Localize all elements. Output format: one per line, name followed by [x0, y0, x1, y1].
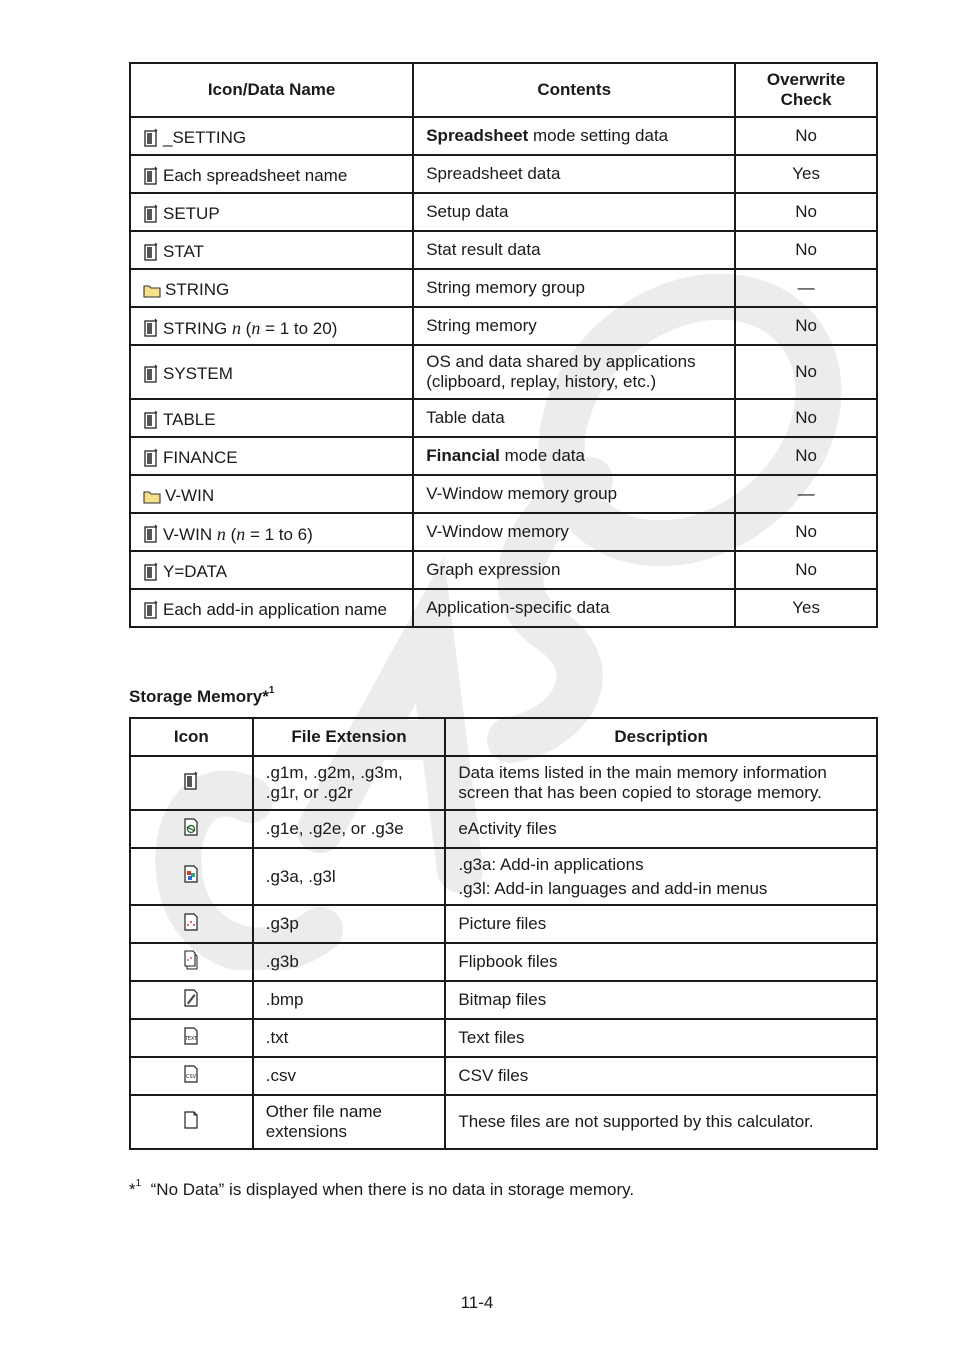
table-row — [130, 155, 877, 193]
overwrite-value: — — [735, 269, 877, 307]
data-name-label: Each add-in application name — [163, 600, 387, 619]
overwrite-value: No — [735, 399, 877, 437]
table-header-row — [130, 718, 877, 756]
storage-title-text: Storage Memory* — [129, 687, 269, 706]
description: Text files — [445, 1019, 877, 1057]
overwrite-value: No — [735, 307, 877, 345]
storage-memory-table — [129, 717, 878, 1150]
contents-label: String memory group — [413, 269, 735, 307]
overwrite-value: No — [735, 437, 877, 475]
flipbook-file-icon — [183, 950, 199, 970]
data-name-range: = 1 to 20) — [260, 318, 338, 338]
file-extension: .bmp — [253, 981, 446, 1019]
overwrite-value: No — [735, 345, 877, 399]
file-extension: .g3b — [253, 943, 446, 981]
overwrite-value: Yes — [735, 589, 877, 627]
contents-label: Spreadsheet data — [413, 155, 735, 193]
table-row — [130, 756, 877, 810]
csv-file-icon — [183, 1064, 199, 1084]
header-overwrite-check — [735, 63, 877, 117]
data-name-label: _SETTING — [163, 128, 247, 147]
contents-line2: (clipboard, replay, history, etc.) — [426, 372, 657, 391]
folder-icon — [143, 486, 161, 506]
data-name-label: Y=DATA — [163, 562, 228, 581]
addin-file-icon — [183, 864, 199, 884]
memory-data-icon — [143, 448, 159, 468]
memory-data-icon — [143, 600, 159, 620]
table-row — [130, 117, 877, 155]
file-extension: .g1e, .g2e, or .g3e — [253, 810, 446, 848]
memory-data-icon — [143, 364, 159, 384]
picture-file-icon — [183, 912, 199, 932]
table-row — [130, 231, 877, 269]
memory-data-icon — [143, 204, 159, 224]
description: These files are not supported by this calculator. — [445, 1095, 877, 1149]
data-name-label: V-WIN — [165, 486, 215, 505]
footnote — [129, 1180, 634, 1200]
table-row — [130, 848, 877, 905]
footnote-number: 1 — [135, 1178, 142, 1189]
table-row — [130, 905, 877, 943]
data-name-label: SETUP — [163, 204, 220, 223]
memory-data-icon — [143, 524, 159, 544]
csv-icon-label: CSV — [186, 1073, 197, 1080]
contents-label: mode data — [499, 446, 585, 465]
file-extension: .csv — [253, 1057, 446, 1095]
contents-label: Graph expression — [413, 551, 735, 589]
contents-label: Application-specific data — [413, 589, 735, 627]
header-file-extension: File Extension — [253, 718, 446, 756]
table-row — [130, 475, 877, 513]
overwrite-value: No — [735, 551, 877, 589]
file-extension: .txt — [253, 1019, 446, 1057]
header-description: Description — [445, 718, 877, 756]
table-row — [130, 193, 877, 231]
footnote-star: * — [129, 1180, 136, 1199]
data-name-label: V-WIN — [163, 524, 217, 544]
data-name-label: STRING — [163, 318, 232, 338]
ext-line2: extensions — [265, 1122, 347, 1141]
data-name-label: STAT — [163, 242, 204, 261]
data-name-paren: ( — [225, 524, 237, 544]
data-name-label: SYSTEM — [163, 364, 233, 383]
data-name-label: FINANCE — [163, 448, 238, 467]
data-name-paren: ( — [240, 318, 252, 338]
contents-label: V-Window memory — [413, 513, 735, 551]
table-row — [130, 399, 877, 437]
variable-n: n — [251, 317, 261, 338]
contents-line1: OS and data shared by applications — [426, 352, 696, 371]
table-row — [130, 1057, 877, 1095]
memory-data-icon — [143, 128, 159, 148]
contents-label: Setup data — [413, 193, 735, 231]
table-row — [130, 551, 877, 589]
file-extension: .g3p — [253, 905, 446, 943]
table-row — [130, 589, 877, 627]
variable-n: n — [231, 317, 241, 338]
folder-icon — [143, 280, 161, 300]
table-row — [130, 345, 877, 399]
variable-n: n — [216, 523, 226, 544]
ext-line1: Other file name — [265, 1102, 382, 1121]
description: eActivity files — [445, 810, 877, 848]
header-overwrite-line1: Overwrite — [766, 70, 846, 89]
contents-label: V-Window memory group — [413, 475, 735, 513]
header-icon: Icon — [130, 718, 253, 756]
description: Bitmap files — [445, 981, 877, 1019]
unsupported-file-icon — [183, 1110, 199, 1130]
table-row — [130, 437, 877, 475]
ext-line1: .g1m, .g2m, .g3m, — [265, 763, 403, 782]
data-name-label: TABLE — [163, 410, 216, 429]
header-contents: Contents — [413, 63, 735, 117]
main-memory-table — [129, 62, 878, 628]
table-row — [130, 1095, 877, 1149]
desc-line1: .g3a: Add-in applications — [458, 854, 644, 874]
desc-line2: .g3l: Add-in languages and add-in menus — [458, 878, 768, 898]
memory-data-icon — [143, 562, 159, 582]
data-name-label: Each spreadsheet name — [163, 166, 348, 185]
table-row — [130, 981, 877, 1019]
contents-label: mode setting data — [528, 126, 669, 145]
overwrite-value: No — [735, 117, 877, 155]
table-row — [130, 307, 877, 345]
contents-bold: Spreadsheet — [426, 126, 529, 145]
contents-label: String memory — [413, 307, 735, 345]
data-name-range: = 1 to 6) — [245, 524, 313, 544]
ext-line2: .g1r, or .g2r — [265, 783, 353, 802]
storage-memory-title — [129, 687, 274, 707]
file-extension: .g3a, .g3l — [253, 848, 446, 905]
variable-n: n — [236, 523, 246, 544]
table-row — [130, 1019, 877, 1057]
table-row — [130, 269, 877, 307]
table-row — [130, 810, 877, 848]
desc-line1: Data items listed in the main memory information — [458, 763, 827, 782]
footnote-text: “No Data” is displayed when there is no data in storage memory. — [150, 1180, 635, 1199]
memory-data-icon — [143, 318, 159, 338]
header-overwrite-line2: Check — [780, 90, 832, 109]
memory-data-icon — [143, 166, 159, 186]
memory-data-icon — [143, 410, 159, 430]
memory-data-icon — [183, 771, 199, 791]
contents-bold: Financial — [426, 446, 500, 465]
desc-line2: screen that has been copied to storage memory. — [458, 783, 822, 802]
footnote-marker: 1 — [268, 685, 275, 696]
description: Flipbook files — [445, 943, 877, 981]
description: CSV files — [445, 1057, 877, 1095]
contents-label: Table data — [413, 399, 735, 437]
table-row — [130, 943, 877, 981]
overwrite-value: No — [735, 513, 877, 551]
data-name-label: STRING — [165, 280, 230, 299]
text-icon-label: TEXT — [185, 1035, 198, 1042]
bitmap-file-icon — [183, 988, 199, 1008]
contents-label: Stat result data — [413, 231, 735, 269]
overwrite-value: No — [735, 231, 877, 269]
memory-data-icon — [143, 242, 159, 262]
table-header-row — [130, 63, 877, 117]
description: Picture files — [445, 905, 877, 943]
overwrite-value: Yes — [735, 155, 877, 193]
overwrite-value: — — [735, 475, 877, 513]
page-number: 11-4 — [460, 1293, 494, 1312]
overwrite-value: No — [735, 193, 877, 231]
eactivity-file-icon — [183, 817, 199, 837]
table-row — [130, 513, 877, 551]
header-icon-data-name: Icon/Data Name — [130, 63, 413, 117]
text-file-icon — [183, 1026, 199, 1046]
